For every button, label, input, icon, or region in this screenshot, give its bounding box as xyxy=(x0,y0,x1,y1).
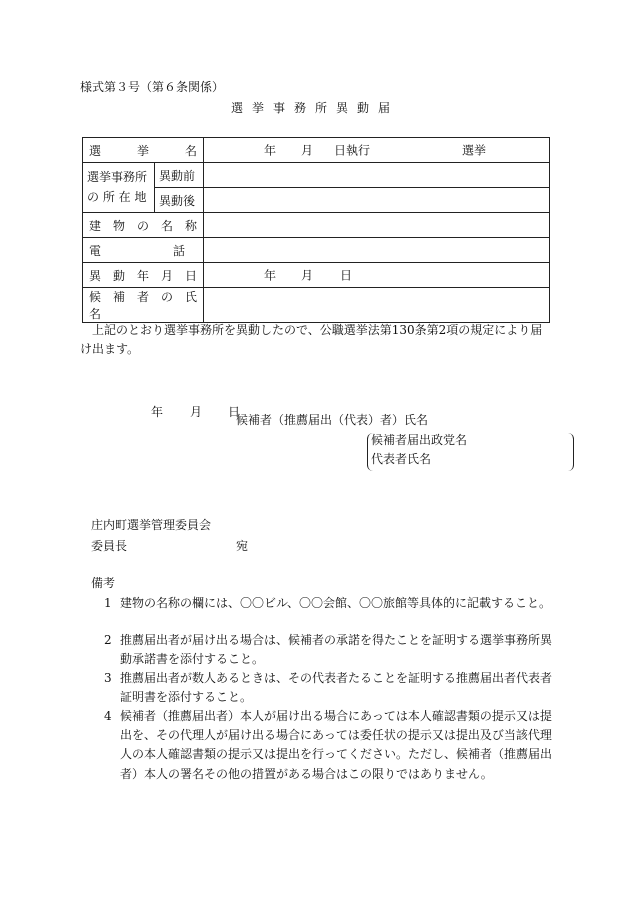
representative-name-label: 代表者氏名 xyxy=(371,452,432,466)
change-date-label: 異 動 年 月 日 xyxy=(83,263,204,288)
candidate-name-field[interactable] xyxy=(204,288,550,323)
office-after-field[interactable] xyxy=(204,188,550,213)
election-day: 日執行 xyxy=(334,143,371,158)
party-name-label: 候補者届出政党名 xyxy=(371,433,468,447)
election-month: 月 xyxy=(301,143,314,158)
note-text: 推薦届出者が届け出る場合は、候補者の承諾を得たことを証明する選挙事務所異動承諾書を添付すること。 xyxy=(120,633,553,667)
note-number: 2 xyxy=(104,633,112,647)
change-day: 日 xyxy=(340,268,353,283)
form-number: 様式第３号（第６条関係） xyxy=(80,80,225,94)
change-year: 年 xyxy=(264,268,277,283)
document-title: 選挙事務所異動届 xyxy=(230,101,399,115)
building-name-field[interactable] xyxy=(204,213,550,238)
note-number: 1 xyxy=(104,596,112,610)
note-text: 推薦届出者が数人あるときは、その代表者たることを証明する推薦届出者代表者証明書を添付すること。 xyxy=(120,671,553,705)
change-date-field[interactable] xyxy=(204,263,550,288)
election-name-label: 選 挙 名 xyxy=(83,138,204,163)
row-election-name xyxy=(83,138,550,163)
notification-form-table xyxy=(82,137,550,323)
election-suffix: 選挙 xyxy=(462,143,487,158)
row-office-before xyxy=(83,163,550,188)
election-name-field[interactable] xyxy=(204,138,550,163)
chairman-label: 委員長 xyxy=(91,539,128,553)
office-before-field[interactable] xyxy=(204,163,550,188)
office-location-label-line2: の 所 在 地 xyxy=(87,189,147,204)
note-text: 建物の名称の欄には、〇〇ビル、〇〇会館、〇〇旅館等具体的に記載すること。 xyxy=(120,596,552,610)
committee-name: 庄内町選挙管理委員会 xyxy=(91,518,212,532)
row-candidate-name xyxy=(83,288,550,323)
row-phone xyxy=(83,238,550,263)
notes-title: 備考 xyxy=(91,576,116,590)
row-change-date xyxy=(83,263,550,288)
submission-month: 月 xyxy=(190,405,203,419)
note-number: 4 xyxy=(104,709,112,723)
row-building xyxy=(83,213,550,238)
submission-day: 日 xyxy=(228,405,241,419)
submission-year: 年 xyxy=(151,405,164,419)
statement-text: 上記のとおり選挙事務所を異動したので、公職選挙法第130条第2項の規定により届け出ます。 xyxy=(80,323,543,356)
candidate-name-label: 候 補 者 の 氏 名 xyxy=(83,288,204,323)
phone-field[interactable] xyxy=(204,238,550,263)
office-location-label-line1: 選挙事務所 xyxy=(87,170,148,185)
change-month: 月 xyxy=(301,268,314,283)
addressee-suffix: 宛 xyxy=(236,539,249,553)
note-text: 候補者（推薦届出者）本人が届け出る場合にあっては本人確認書類の提示又は提出を、その代理人が届け出る場合にあっては委任状の提示又は提出及び当該代理人の本人確認書類の提示又は提出を行ってください。ただし、候補者（推薦届出者）本人の署名その他の措置がある場合はこの限りではありません。 xyxy=(120,709,553,781)
note-number: 3 xyxy=(104,671,112,685)
phone-label: 電 話 xyxy=(83,238,204,263)
election-year: 年 xyxy=(264,143,277,158)
after-label: 異動後 xyxy=(155,188,204,213)
before-label: 異動前 xyxy=(155,163,204,188)
office-location-label xyxy=(83,163,155,213)
candidate-signature-label: 候補者（推薦届出（代表）者）氏名 xyxy=(236,413,429,427)
building-name-label: 建 物 の 名 称 xyxy=(83,213,204,238)
